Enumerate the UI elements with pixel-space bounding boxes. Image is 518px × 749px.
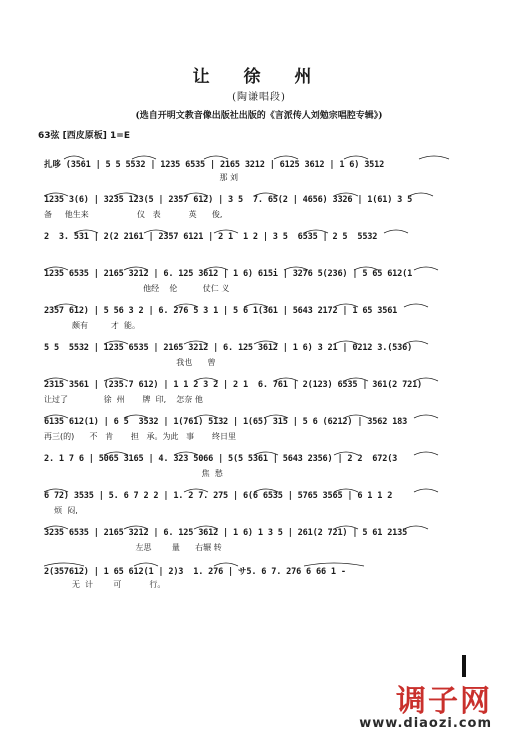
notation-line: 3235 6535 | 2165 3212 | 6. 125 3612 | 1 6) 1 3 5 | 261(2 721) | 5 61 2135	[44, 528, 408, 538]
notation-line: 2. 1 7 6 | 5065 3165 | 4. 323 5066 | 5(5 5361 | 5643 2356) | 2 2 672(3	[44, 454, 398, 464]
score-row	[44, 148, 464, 185]
notation-line: 1235 3(6) | 3235 123(5 | 2357 612) | 3 5 7. 65(2 | 4656) 3326 | 1(61) 3 5	[44, 195, 413, 205]
notation-line: 2 3. 531 | 2(2 2161 | 2357 6121 | 2 1 1 2 | 3 5 6535 | 2 5 5532	[44, 232, 378, 242]
score-row	[44, 370, 464, 407]
lyrics-line: 备 他生来 仪 表 英 俊,	[44, 210, 223, 219]
score-row	[44, 222, 464, 259]
lyrics-line: 让过了 徐 州 牌 印, 怎奈 他	[44, 395, 203, 404]
score-row	[44, 481, 464, 518]
score-row	[44, 518, 464, 555]
watermark-logo: 调子网	[396, 684, 492, 719]
lyrics-line: 我也 曾	[44, 358, 216, 367]
watermark-url: www.diaozi.com	[359, 716, 492, 731]
lyrics-line: 无 计 可 行。	[44, 580, 166, 589]
notation-line: 2357 612) | 5 56 3 2 | 6. 276 5 3 1 | 5 6 1(361 | 5643 2172 | 1 65 3561	[44, 306, 398, 316]
lyrics-line: 左思 量 右辗 转	[44, 543, 222, 552]
notation-line: 1235 6535 | 2165 3212 | 6. 125 3612 | 1 6) 615i | 3276 5(236) | 5 65 612(1	[44, 269, 413, 279]
page-subtitle: (陶谦唱段)	[232, 92, 286, 103]
source-note: (选自开明文教音像出版社出版的《言派传人刘勉宗唱腔专辑》)	[135, 111, 383, 121]
notation-line: 2(357612) | 1 65 612(1 | 2)3 1. 276 | サ5. 6 7. 276 6 66 1 -	[44, 567, 346, 577]
score-row	[44, 296, 464, 333]
score-row	[44, 407, 464, 444]
key-signature: 63弦 [西皮原板] 1=E	[38, 131, 130, 141]
score-row	[44, 444, 464, 481]
score-row	[44, 333, 464, 370]
final-barline	[462, 655, 466, 677]
notation-line: 扎哆 (3561 | 5 5 5532 | 1235 6535 | 2165 3212 | 6125 3612 | 1 6) 3512	[44, 160, 385, 170]
score-row	[44, 259, 464, 296]
notation-line: 6 72) 3535 | 5. 6 7 2 2 | 1. 2 7. 275 | 6(6 6535 | 5765 3565 | 6 1 1 2	[44, 491, 393, 501]
score	[44, 148, 464, 592]
lyrics-line: 烦 闷,	[44, 506, 78, 515]
score-row	[44, 185, 464, 222]
notation-line: 5 5 5532 | 1235 6535 | 2165 3212 | 6. 125 3612 | 1 6) 3 21 | 0212 3.(536)	[44, 343, 413, 353]
lyrics-line: 那 刘	[44, 173, 239, 182]
lyrics-line: 焦 愁	[44, 469, 223, 478]
lyrics-line: 再三(的) 不 肯 担 承。为此 事 终日里	[44, 432, 236, 441]
site-watermark	[324, 676, 500, 744]
lyrics-line: 颇有 才 能。	[44, 321, 140, 330]
page-title: 让 徐 州	[192, 67, 326, 87]
lyrics-line: 他经 伦 仗仁 义	[44, 284, 230, 293]
score-row	[44, 555, 464, 592]
notation-line: 2315 3561 | (235.7 612) | 1 1 2 3 2 | 2 1 6. 761 | 2(123) 6535 | 361(2 721)	[44, 380, 423, 390]
notation-line: 6135 612(1) | 6 5 3532 | 1(761) 5132 | 1(65) 315 | 5 6 (6212) | 3562 183	[44, 417, 408, 427]
